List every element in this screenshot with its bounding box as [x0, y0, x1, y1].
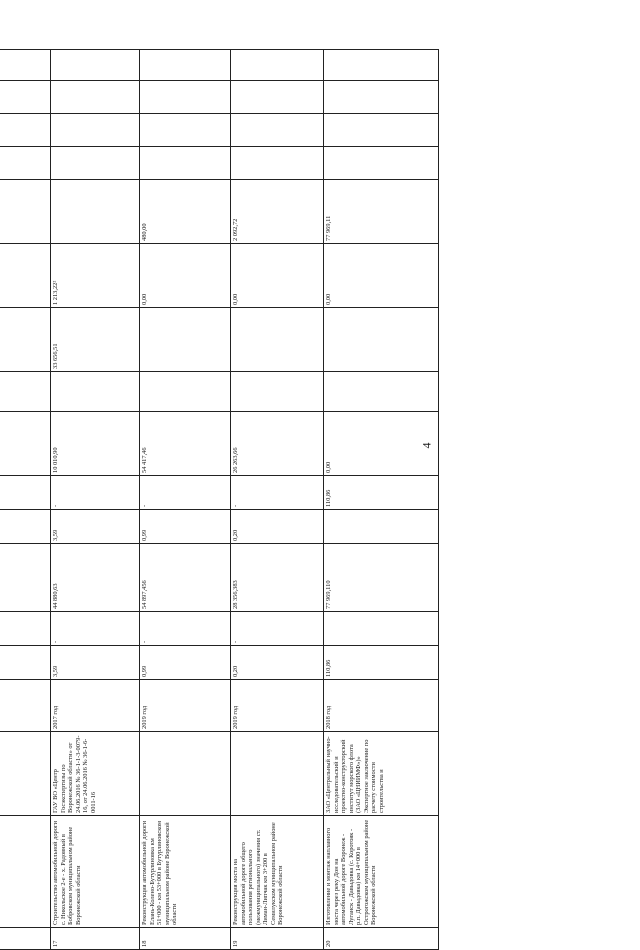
table-cell: 0,00 — [140, 244, 231, 308]
table-cell: 0,00 — [324, 244, 439, 308]
table-cell: 17 — [51, 928, 140, 950]
table-cell — [0, 732, 51, 816]
table-cell — [231, 372, 324, 412]
table-cell — [231, 50, 324, 81]
table-row — [0, 50, 51, 950]
table-cell — [0, 928, 51, 950]
table-cell — [140, 732, 231, 816]
table-cell: 2 092,72 — [231, 180, 324, 244]
table-cell: Реконструкция автомобильной дороги Елань-Колено-Бутурлиновка км 51+000 - км 53+000 в Бутурлиновском муниципальном районе Воронежской области — [140, 816, 231, 928]
table-cell: ГАУ ВО «Центр Госэкспертизы по Воронежской области» от 24.06.2016 № 36-1-1-3-0079-16, от 24.06.2016 № 36-1-6-0011-16 — [51, 732, 140, 816]
table-cell: 0,99 — [140, 510, 231, 544]
table-cell: 54 417,46 — [140, 412, 231, 476]
page-number: 4 — [419, 442, 434, 449]
table-cell — [324, 147, 439, 180]
table-row — [140, 50, 231, 950]
table-cell — [51, 81, 140, 114]
table-cell — [231, 114, 324, 147]
table-cell: 2017 год — [51, 680, 140, 732]
table-cell: 2018 год — [324, 680, 439, 732]
table-cell — [0, 612, 51, 646]
table-cell — [0, 244, 51, 308]
table-cell — [324, 114, 439, 147]
table-cell: 110,86 — [324, 476, 439, 510]
table-cell: - — [140, 612, 231, 646]
table-cell — [0, 308, 51, 372]
table-cell — [140, 147, 231, 180]
table-cell — [0, 680, 51, 732]
table-cell: 28 356,383 — [231, 544, 324, 612]
table-cell — [0, 412, 51, 476]
table-cell — [231, 147, 324, 180]
table-cell: 0,20 — [231, 646, 324, 680]
table-cell: 110,86 — [324, 646, 439, 680]
table-cell — [51, 180, 140, 244]
table-cell: 2019 год — [231, 680, 324, 732]
table-cell: 33 656,51 — [51, 308, 140, 372]
table-row — [51, 50, 140, 950]
table-cell: - — [140, 476, 231, 510]
table-cell: 0,00 — [231, 244, 324, 308]
table-cell: 54 897,456 — [140, 544, 231, 612]
table-cell — [0, 147, 51, 180]
rotated-page — [0, 50, 439, 950]
table-cell: 2019 год — [140, 680, 231, 732]
table-cell — [324, 308, 439, 372]
table-cell: 18 — [140, 928, 231, 950]
table-cell — [324, 81, 439, 114]
table-cell: - — [51, 612, 140, 646]
table-cell — [0, 180, 51, 244]
table-cell: 0,20 — [231, 510, 324, 544]
table-cell — [0, 544, 51, 612]
table-cell — [324, 372, 439, 412]
table-cell — [140, 308, 231, 372]
table-row — [231, 50, 324, 950]
table-cell — [0, 510, 51, 544]
table-cell — [324, 50, 439, 81]
table-cell — [51, 114, 140, 147]
table-cell: 10 010,90 — [51, 412, 140, 476]
table-cell — [324, 612, 439, 646]
table-cell — [0, 816, 51, 928]
table-cell: - — [231, 612, 324, 646]
table-cell: Изготовление и монтаж наплавного моста через реку Дон на автомобильной дороге Воронеж - Луганск - Давыдовка (с. Коротояк - р.п. Давыдовка) км 14+000 в Острогожском муниципальном районе Воронежской области — [324, 816, 439, 928]
table-cell — [140, 50, 231, 81]
table-cell — [140, 372, 231, 412]
table-cell: 19 — [231, 928, 324, 950]
data-table — [0, 49, 439, 950]
table-cell — [0, 114, 51, 147]
table-cell — [0, 476, 51, 510]
table-cell: - — [51, 476, 140, 510]
table-cell — [51, 147, 140, 180]
table-cell: 77 969,11 — [324, 180, 439, 244]
table-cell: 1 213,22² — [51, 244, 140, 308]
table-cell: 3,59 — [51, 510, 140, 544]
table-row — [324, 50, 439, 950]
table-cell — [51, 372, 140, 412]
table-cell — [51, 50, 140, 81]
table-cell: 44 880,63 — [51, 544, 140, 612]
table-cell: 480,00 — [140, 180, 231, 244]
table-cell — [0, 646, 51, 680]
table-cell — [231, 732, 324, 816]
table-cell — [231, 308, 324, 372]
table-cell: 3,59 — [51, 646, 140, 680]
table-cell — [231, 81, 324, 114]
table-cell — [0, 50, 51, 81]
table-cell — [140, 114, 231, 147]
table-cell — [324, 510, 439, 544]
table-cell: - — [231, 476, 324, 510]
table-cell — [0, 372, 51, 412]
table-cell: 0,00 — [324, 412, 439, 476]
table-cell: Строительство автомобильной дороги с. Никольское 2-е - х. Радовный в Бобровском муниципальном районе Воронежской области — [51, 816, 140, 928]
table-cell: 26 263,66 — [231, 412, 324, 476]
table-cell: ЗАО «Центральный научно-исследовательский и проектно-конструкторский институт морского флота (ЗАО «ЦНИИМФ»)» Экспертное заключение по расчету стоимости строительства и — [324, 732, 439, 816]
table-cell: 20 — [324, 928, 439, 950]
table-cell: 0,99 — [140, 646, 231, 680]
table-cell: 77 969,110 — [324, 544, 439, 612]
table-cell: Реконструкция моста на автомобильной дороге общего пользования регионального (межмуниципального) значения ст. Лиман-Липчак км 3+200 в Семилукском муниципальном районе Воронежской области — [231, 816, 324, 928]
table-cell — [140, 81, 231, 114]
table-cell — [0, 81, 51, 114]
